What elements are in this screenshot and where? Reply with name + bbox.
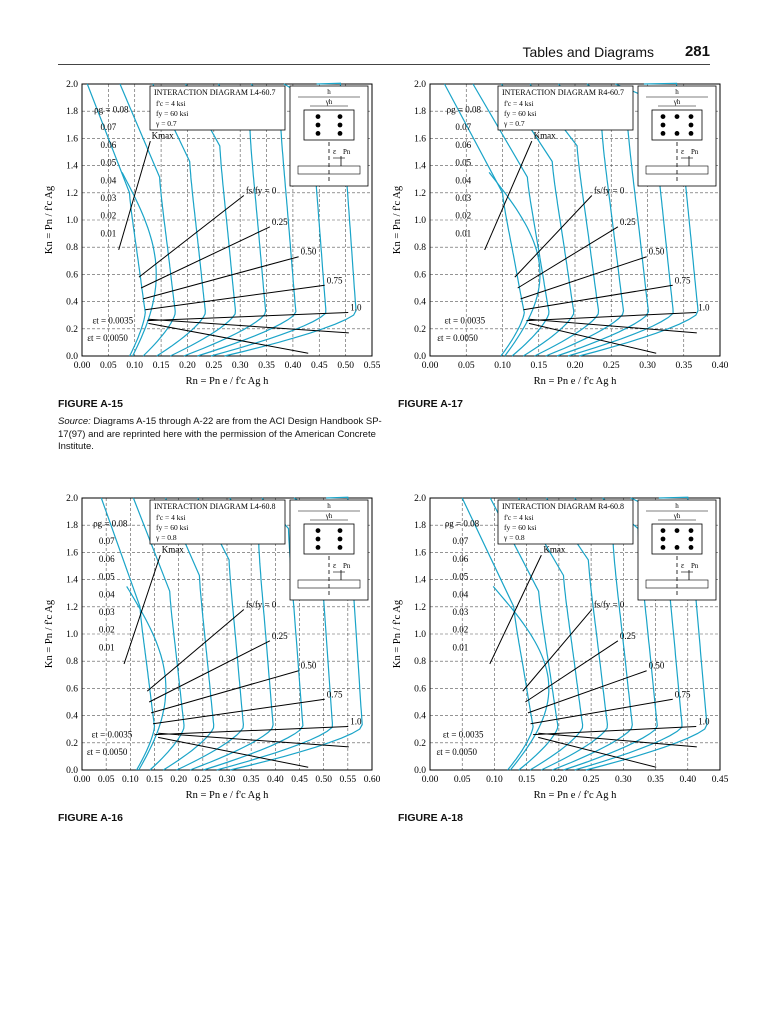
rho-label: 0.05 [452,571,469,582]
y-tick-label: 1.0 [414,630,426,640]
strain-label: εt = 0.0050 [86,747,128,758]
y-tick-label: 0.0 [66,352,78,362]
x-tick-label: 0.00 [421,361,439,371]
diagram-property: fy = 60 ksi [156,523,189,532]
fs-fy-line [141,227,270,288]
x-tick-label: 0.35 [647,775,664,785]
x-tick-label: 0.05 [97,775,115,785]
rebar-dot [661,545,666,550]
strain-label: εt = 0.0050 [437,333,478,344]
x-axis-label: Rn = Pn e / f'c Ag h [185,790,269,801]
y-tick-label: 0.6 [414,684,426,695]
fs-fy-label: fs/fy = 0 [593,185,625,196]
rho-label: 0.06 [100,139,117,150]
strain-label: εt = 0.0035 [91,729,133,740]
rebar-dot [675,545,680,550]
rebar-dot [689,537,694,542]
dim-label-h: h [675,502,679,510]
strain-line [538,733,697,747]
y-tick-label: 0.2 [414,324,426,335]
x-tick-label: 0.55 [339,775,357,785]
rebar-dot [661,528,666,533]
x-tick-label: 0.25 [194,775,212,785]
fs-fy-line [149,641,270,702]
fs-fy-line [143,257,298,299]
x-tick-label: 0.15 [152,361,170,371]
diagram-property: f'c = 4 ksi [504,99,534,108]
kmax-label: Kmax [543,544,566,555]
strain-label: εt = 0.0050 [436,747,478,758]
x-tick-label: 0.60 [363,775,381,785]
diagram-property: γ = 0.7 [504,119,525,128]
rho-label: 0.05 [455,157,472,168]
y-tick-label: 1.4 [414,575,426,586]
rebar-dot [338,131,343,136]
y-tick-label: 2.0 [66,80,78,90]
load-label: Pn [343,148,351,156]
diagram-property: γ = 0.7 [156,119,177,128]
diagram-title: INTERACTION DIAGRAM L4-60.7 [154,88,276,97]
rebar-dot [675,131,680,136]
x-tick-label: 0.45 [711,775,729,785]
fs-fy-label: fs/fy = 0 [245,185,277,196]
x-tick-label: 0.05 [457,361,475,371]
rebar-dot [661,131,666,136]
header-rule [58,64,710,65]
rho-label: ρg = 0.08 [446,104,482,115]
diagram-property: f'c = 4 ksi [504,513,534,522]
diagram-property: fy = 60 ksi [504,523,537,532]
diagram-property: fy = 60 ksi [504,109,537,118]
rebar-dot [675,528,680,533]
y-tick-label: 1.2 [66,188,78,199]
x-tick-label: 0.25 [602,361,620,371]
x-tick-label: 0.20 [179,361,196,371]
y-tick-label: 1.2 [66,602,78,613]
figure-caption: FIGURE A-18 [398,812,463,824]
load-label: Pn [691,148,699,156]
figure-caption: FIGURE A-15 [58,398,123,410]
y-tick-label: 0.8 [66,657,78,668]
rho-label: 0.04 [455,175,472,186]
eccentricity-label: ε [333,147,337,156]
y-tick-label: 2.0 [66,494,78,504]
fs-fy-label: 1.0 [350,302,362,313]
kmax-label: Kmax [533,130,556,141]
fs-fy-label: 0.50 [648,660,665,671]
y-tick-label: 0.4 [66,297,78,308]
x-tick-label: 0.05 [453,775,471,785]
kmax-label: Kmax [151,130,174,141]
x-tick-label: 0.35 [258,361,275,371]
y-tick-label: 1.8 [66,107,78,118]
x-tick-label: 0.30 [639,361,656,371]
y-tick-label: 0.4 [414,711,426,722]
x-tick-label: 0.20 [170,775,187,785]
strain-line [148,323,308,353]
diagram-title: INTERACTION DIAGRAM R4-60.7 [502,88,624,97]
rho-label: 0.07 [455,122,472,133]
y-tick-label: 0.4 [66,711,78,722]
y-tick-label: 0.8 [66,243,78,254]
page-number: 281 [684,43,710,60]
rebar-dot [316,123,321,128]
y-tick-label: 1.8 [414,521,426,532]
fs-fy-label: 0.25 [271,216,288,227]
x-tick-label: 0.35 [242,775,260,785]
y-tick-label: 0.4 [414,297,426,308]
rho-label: 0.04 [452,589,469,600]
y-axis-label: Kn = Pn / f'c Ag [392,599,403,669]
y-axis-label: Kn = Pn / f'c Ag [44,599,55,669]
y-tick-label: 0.8 [414,243,426,254]
figure-a-16-chart [40,490,380,840]
column-section [304,110,354,140]
load-label: Pn [691,562,699,570]
rebar-dot [661,114,666,119]
y-tick-label: 0.2 [414,738,426,749]
dim-label-gh: γh [673,98,681,106]
rebar-dot [338,528,343,533]
x-tick-label: 0.15 [530,361,548,371]
rho-label: 0.05 [98,571,115,582]
x-tick-label: 0.50 [315,775,332,785]
diagram-property: fy = 60 ksi [156,109,189,118]
rebar-dot [661,537,666,542]
fs-fy-label: 0.75 [674,689,691,700]
x-tick-label: 0.20 [550,775,568,785]
fs-fy-line [531,699,673,723]
interaction-diagram-svg [40,490,380,840]
diagram-property: f'c = 4 ksi [156,99,186,108]
x-tick-label: 0.05 [100,361,117,371]
x-tick-label: 0.50 [337,361,354,371]
fs-fy-label: 0.25 [619,216,636,227]
x-tick-label: 0.00 [73,775,91,785]
fs-fy-line [515,196,592,278]
x-axis-label: Rn = Pn e / f'c Ag h [533,790,617,801]
rebar-dot [661,123,666,128]
x-tick-label: 0.10 [126,361,144,371]
rebar-dot [338,545,343,550]
x-tick-label: 0.40 [711,361,729,371]
fs-fy-line [153,699,325,723]
diagram-title: INTERACTION DIAGRAM R4-60.8 [502,502,624,511]
x-tick-label: 0.40 [267,775,284,785]
kmax-line [124,555,160,664]
dim-label-gh: γh [673,512,681,520]
figure-a-15-chart [40,76,380,426]
x-tick-label: 0.40 [679,775,697,785]
strain-line [158,737,308,767]
x-tick-label: 0.30 [231,361,249,371]
rebar-dot [316,528,321,533]
y-tick-label: 1.0 [414,216,426,226]
rebar-dot [316,537,321,542]
y-tick-label: 2.0 [414,80,426,90]
rho-label: 0.07 [98,536,115,547]
diagram-property: γ = 0.8 [504,533,525,542]
y-tick-label: 1.6 [414,134,426,145]
rebar-dot [316,545,321,550]
rho-label: 0.02 [452,624,469,635]
rho-label: 0.03 [455,192,472,203]
rho-label: 0.02 [455,210,472,221]
rho-label: 0.06 [98,553,115,564]
strain-label: εt = 0.0035 [92,315,134,326]
diagram-property: γ = 0.8 [156,533,177,542]
strain-label: εt = 0.0035 [444,315,486,326]
rho-label: 0.07 [452,536,469,547]
envelope-curve [127,586,166,770]
load-label: Pn [343,562,351,570]
rebar-dot [689,528,694,533]
x-tick-label: 0.25 [205,361,223,371]
rho-label: 0.01 [455,228,472,239]
fs-fy-label: 1.0 [350,716,362,727]
fs-fy-label: 1.0 [698,716,710,727]
rho-label: 0.01 [98,642,115,653]
rebar-dot [338,537,343,542]
fs-fy-label: 0.75 [326,275,343,286]
interaction-diagram-svg [40,76,380,426]
figure-caption: FIGURE A-17 [398,398,463,410]
rho-label: 0.01 [452,642,469,653]
rebar-dot [338,123,343,128]
running-header-title: Tables and Diagrams [522,44,654,60]
y-tick-label: 0.2 [66,738,78,749]
eccentricity-label: ε [681,561,685,570]
y-tick-label: 0.2 [66,324,78,335]
y-tick-label: 1.0 [66,216,78,226]
diagram-property: f'c = 4 ksi [156,513,186,522]
rho-label: 0.06 [455,139,472,150]
strain-label: εt = 0.0050 [87,333,128,344]
running-header [0,44,768,64]
rebar-dot [316,131,321,136]
strain-line [529,319,697,333]
rho-label: 0.03 [98,606,115,617]
y-tick-label: 0.8 [414,657,426,668]
strain-line [148,319,348,333]
interaction-diagram-svg [388,490,728,840]
figure-caption: FIGURE A-16 [58,812,123,824]
y-tick-label: 1.4 [66,161,78,172]
fs-fy-label: 0.50 [300,246,317,257]
rho-label: ρg = 0.08 [94,104,129,115]
dim-label-h: h [327,88,331,96]
fs-fy-label: 0.50 [300,660,317,671]
fs-fy-line [523,610,592,692]
y-tick-label: 1.8 [66,521,78,532]
source-note [58,416,388,454]
rho-label: ρg = 0.08 [444,518,480,529]
y-tick-label: 0.0 [66,766,78,776]
fs-fy-label: 0.25 [619,630,636,641]
y-tick-label: 1.0 [66,630,78,640]
rho-label: 0.07 [100,122,117,133]
source-text: Diagrams A-15 through A-22 are from the ACI Design Handbook SP-17(97) and are reprinted here with the permission of the American Concrete Institute. [58,416,382,452]
dim-label-gh: γh [325,512,333,520]
rho-label: 0.02 [98,624,115,635]
dim-label-h: h [327,502,331,510]
kmax-label: Kmax [161,544,184,555]
x-tick-label: 0.00 [421,775,439,785]
rho-label: 0.06 [452,553,469,564]
rho-label: 0.03 [100,192,117,203]
eccentricity-label: ε [333,561,337,570]
x-tick-label: 0.40 [284,361,302,371]
y-tick-label: 0.0 [414,352,426,362]
y-tick-label: 1.8 [414,107,426,118]
x-tick-label: 0.30 [615,775,632,785]
y-tick-label: 0.6 [414,270,426,281]
fs-fy-label: 0.25 [271,630,288,641]
rebar-dot [689,545,694,550]
diagram-title: INTERACTION DIAGRAM L4-60.8 [154,502,276,511]
rho-label: 0.03 [452,606,469,617]
rho-label: 0.04 [98,589,115,600]
rebar-dot [689,123,694,128]
y-tick-label: 0.6 [66,270,78,281]
rho-label: 0.04 [100,175,117,186]
rho-label: 0.01 [100,228,117,239]
strain-label: εt = 0.0035 [442,729,484,740]
fs-fy-label: 1.0 [698,302,710,313]
source-label: Source: [58,416,91,427]
figure-a-18-chart [388,490,728,840]
y-tick-label: 1.4 [414,161,426,172]
rebar-dot [675,114,680,119]
y-tick-label: 2.0 [414,494,426,504]
x-tick-label: 0.10 [494,361,511,371]
x-tick-label: 0.55 [363,361,381,371]
x-tick-label: 0.25 [582,775,600,785]
figure-a-17-chart [388,76,728,426]
fs-fy-label: 0.75 [326,689,343,700]
x-tick-label: 0.30 [218,775,236,785]
fs-fy-label: 0.50 [648,246,665,257]
rebar-dot [338,114,343,119]
x-tick-label: 0.45 [291,775,308,785]
fs-fy-label: fs/fy = 0 [593,599,625,610]
column-section [304,524,354,554]
x-tick-label: 0.10 [486,775,503,785]
rebar-dot [689,131,694,136]
y-tick-label: 0.0 [414,766,426,776]
x-axis-label: Rn = Pn e / f'c Ag h [533,376,617,387]
x-tick-label: 0.20 [566,361,584,371]
y-tick-label: 1.6 [66,548,78,559]
x-tick-label: 0.00 [73,361,91,371]
x-tick-label: 0.15 [146,775,163,785]
x-axis-label: Rn = Pn e / f'c Ag h [185,376,269,387]
dim-label-gh: γh [325,98,333,106]
y-tick-label: 1.2 [414,602,426,613]
rebar-dot [316,114,321,119]
y-axis-label: Kn = Pn / f'c Ag [392,185,403,255]
dim-label-h: h [675,88,679,96]
y-tick-label: 1.2 [414,188,426,199]
x-tick-label: 0.35 [675,361,693,371]
x-tick-label: 0.45 [310,361,328,371]
y-tick-label: 1.6 [66,134,78,145]
y-axis-label: Kn = Pn / f'c Ag [44,185,55,255]
interaction-diagram-svg [388,76,728,426]
rho-label: 0.02 [100,210,117,221]
y-tick-label: 0.6 [66,684,78,695]
fs-fy-label: 0.75 [674,275,691,286]
rebar-dot [689,114,694,119]
rho-label: ρg = 0.08 [93,518,128,529]
eccentricity-label: ε [681,147,685,156]
envelope-curve [493,586,549,770]
fs-fy-label: fs/fy = 0 [245,599,277,610]
x-tick-label: 0.15 [518,775,535,785]
rho-label: 0.05 [100,157,117,168]
y-tick-label: 1.6 [414,548,426,559]
x-tick-label: 0.10 [122,775,139,785]
kmax-line [485,141,532,250]
y-tick-label: 1.4 [66,575,78,586]
